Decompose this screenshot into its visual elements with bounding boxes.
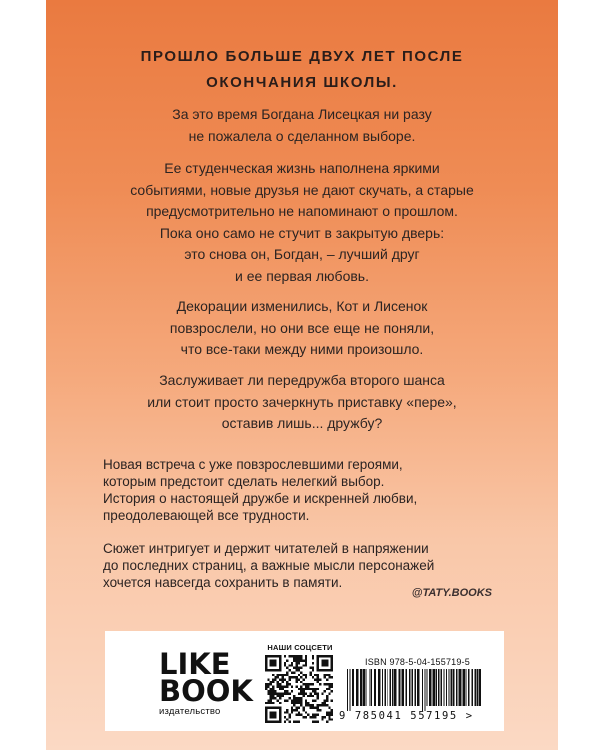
ean-tail: > xyxy=(465,710,474,722)
qr-code-graphic xyxy=(265,655,333,723)
review-paragraph-2 xyxy=(103,540,528,591)
social-title: НАШИ СОЦСЕТИ xyxy=(267,643,333,652)
barcode-graphic xyxy=(339,669,481,711)
blurb-line: предусмотрительно не напоминают о прошлом. xyxy=(146,203,458,219)
blurb-line: событиями, новые друзья не дают скучать, а старые xyxy=(130,181,474,198)
blurb-paragraph-4 xyxy=(106,370,498,435)
review-source: @TATY.BOOKS xyxy=(411,587,492,599)
review-line: хочется навсегда сохранить в памяти. xyxy=(103,575,343,590)
barcode-icon xyxy=(339,669,489,711)
blurb-line: Декорации изменились, Кот и Лисенок xyxy=(176,298,428,314)
review-line: Сюжет интригует и держит читателей в напряжении xyxy=(103,541,429,556)
blurb-line: За это время Богдана Лисецкая ни разу xyxy=(172,106,432,122)
review-paragraph-1 xyxy=(103,456,528,524)
review-line: Новая встреча с уже повзрослевшими героями, xyxy=(103,457,403,472)
ean-number xyxy=(339,710,489,722)
publisher-panel xyxy=(105,631,504,731)
blurb-line: это снова он, Богдан, – лучший друг xyxy=(184,246,420,262)
ean-right-group: 557195 xyxy=(410,710,458,722)
blurb-line: Пока оно само не стучит в закрытую дверь: xyxy=(159,224,445,241)
headline xyxy=(46,44,558,96)
blurb-line: не пожалела о сделанном выборе. xyxy=(188,127,416,144)
blurb-paragraph-3 xyxy=(106,296,498,361)
blurb-line: Ее студенческая жизнь наполнена яркими xyxy=(164,160,440,176)
review-line: которым предстоит сделать нелегкий выбор. xyxy=(103,474,385,489)
blurb-line: оставив лишь... дружбу? xyxy=(221,415,383,431)
logo-line-book xyxy=(159,674,253,708)
blurb-line: или стоит просто зачеркнуть приставку «пере», xyxy=(147,393,457,410)
isbn-block xyxy=(339,657,489,722)
blurb-line: повзрослели, но они все еще не поняли, xyxy=(169,319,435,336)
review-line: до последних страниц, а важные мысли персонажей xyxy=(103,558,435,573)
publisher-logo xyxy=(159,647,253,717)
logo-text: BOOK xyxy=(159,674,253,708)
blurb-paragraph-2 xyxy=(106,158,498,287)
headline-line: ПРОШЛО БОЛЬШЕ ДВУХ ЛЕТ ПОСЛЕ xyxy=(140,48,464,65)
review-line: История о настоящей дружбе и искренней любви, xyxy=(103,491,418,506)
social-block xyxy=(265,643,335,723)
blurb-paragraph-1 xyxy=(106,104,498,147)
isbn-label: ISBN 978-5-04-155719-5 xyxy=(365,657,470,667)
qr-code-icon[interactable] xyxy=(265,655,335,723)
back-cover xyxy=(46,0,558,750)
logo-subtitle: издательство xyxy=(159,706,221,717)
ean-left-group: 785041 xyxy=(354,710,403,722)
blurb-line: Заслуживает ли передружба второго шанса xyxy=(159,372,445,388)
blurb-line: что все-таки между ними произошло. xyxy=(180,341,424,357)
headline-line: ОКОНЧАНИЯ ШКОЛЫ. xyxy=(206,74,398,91)
review-line: преодолевающей все трудности. xyxy=(103,508,310,523)
logo-text: LIKE xyxy=(159,647,231,681)
ean-first-digit: 9 xyxy=(339,710,347,722)
blurb-line: и ее первая любовь. xyxy=(235,267,369,284)
